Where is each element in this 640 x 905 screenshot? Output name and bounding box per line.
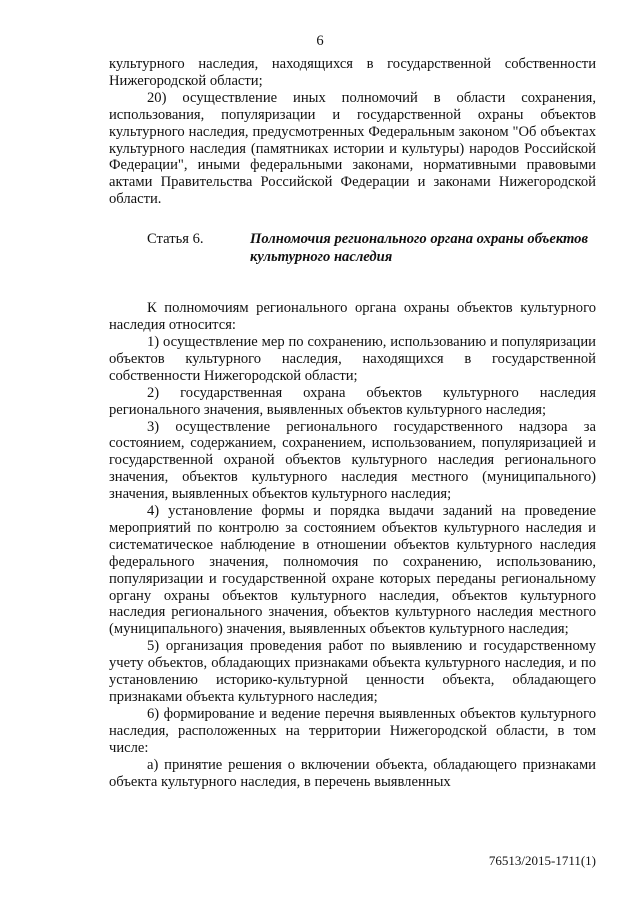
page-number: 6: [316, 33, 324, 49]
document-code: 76513/2015-1711(1): [488, 853, 596, 868]
paragraph-item-2: 2) государственная охрана объектов культурного наследия регионального значения, выявленных объектов культурного наследия;: [109, 384, 596, 418]
paragraph-item-6: 6) формирование и ведение перечня выявленных объектов культурного наследия, расположенных на территории Нижегородской области, в том числе:: [109, 705, 596, 756]
document-body: [109, 56, 596, 790]
paragraph-item-4: 4) установление формы и порядка выдачи заданий на проведение мероприятий по контролю за состоянием объектов культурного наследия и систематическое наблюдение в отношении объектов культурного наследия федерального значения, полномочия по сохранению, использованию, популяризации и государственной охране которых переданы региональному органу охраны объектов культурного наследия, объектов культурного наследия регионального значения, объектов культурного наследия местного (муниципального) значения, выявленных объектов культурного наследия;: [109, 503, 596, 638]
paragraph-intro: К полномочиям регионального органа охраны объектов культурного наследия относится:: [109, 300, 596, 334]
paragraph-item-5: 5) организация проведения работ по выявлению и государственному учету объектов, обладающих признаками объекта культурного наследия, и по установлению историко-культурной ценности объекта, обладающего признаками объекта культурного наследия;: [109, 638, 596, 705]
article-heading: [109, 230, 596, 266]
article-title: Полномочия регионального органа охраны объектов культурного наследия: [250, 231, 588, 266]
paragraph-item-1: 1) осуществление мер по сохранению, использованию и популяризации объектов культурного наследия, находящихся в государственной собственности Нижегородской области;: [109, 333, 596, 384]
paragraph-item-20: 20) осуществление иных полномочий в области сохранения, использования, популяризации и государственной охраны объектов культурного наследия, предусмотренных Федеральным законом "Об объектах культурного наследия (памятниках истории и культуры) народов Российской Федерации", иными федеральными законами, нормативными правовыми актами Правительства Российской Федерации и законами Нижегородской области.: [109, 89, 596, 208]
paragraph-continuation: культурного наследия, находящихся в государственной собственности Нижегородской области;: [109, 56, 596, 89]
paragraph-item-6a: а) принятие решения о включении объекта, обладающего признаками объекта культурного наследия, в перечень выявленных: [109, 756, 596, 790]
paragraph-item-3: 3) осуществление регионального государственного надзора за состоянием, содержанием, сохранением, использованием, популяризацией и государственной охраной объектов культурного наследия регионального значения, объектов культурного наследия местного (муниципального) значения, выявленных объектов культурного наследия;: [109, 418, 596, 503]
article-label: Статья 6.: [147, 231, 204, 248]
